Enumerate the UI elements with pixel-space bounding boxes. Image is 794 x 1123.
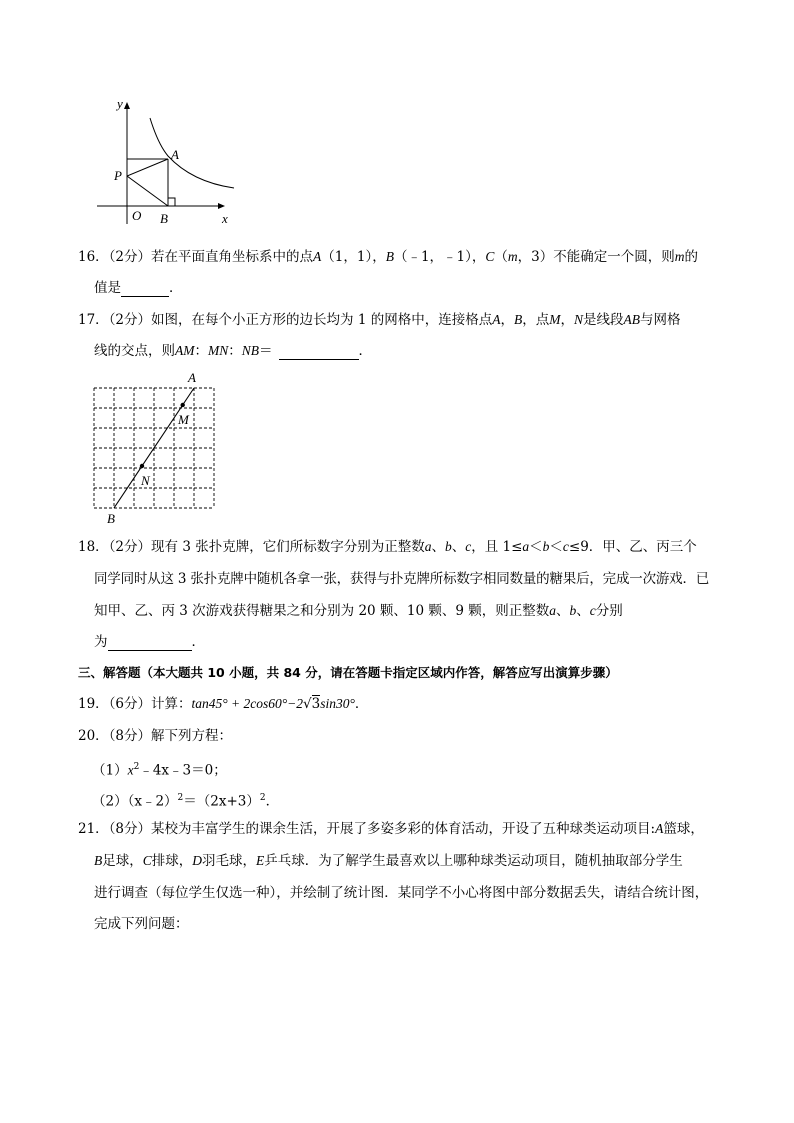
q18-line4 <box>94 633 205 651</box>
segment-pb <box>127 176 168 206</box>
q21-option-b: B <box>94 853 103 868</box>
q20-part2-end: ． <box>265 793 280 810</box>
q17-number: 17． <box>78 312 109 328</box>
q19-text: 计算： <box>151 696 192 712</box>
q18-var-c3: c <box>589 603 596 618</box>
q18-var-a: a <box>424 539 432 554</box>
q18-line2 <box>94 570 709 588</box>
q20-part2-label: （2） <box>92 793 128 810</box>
q17-segment-ab: AB <box>623 312 640 327</box>
q20-number: 20． <box>78 728 109 744</box>
hyperbola-curve <box>150 118 234 188</box>
q16-point-b: B <box>385 249 394 264</box>
q21-option-a: A <box>655 821 664 836</box>
q18-text-c: ≤9．甲、乙、丙三个 <box>568 539 697 555</box>
q19-period: ． <box>354 696 369 712</box>
q19-line <box>78 695 368 713</box>
q17-period: ． <box>358 343 373 359</box>
label-o: O <box>132 208 142 223</box>
q18-var-c2: c <box>562 539 569 554</box>
q19-number: 19． <box>78 696 109 712</box>
q20-score: （8分） <box>108 728 152 744</box>
point-m-dot <box>181 403 185 407</box>
label-a: A <box>171 147 179 162</box>
q18-var-b3: b <box>569 603 577 618</box>
grid-label-b: B <box>107 511 115 526</box>
label-b: B <box>160 211 168 226</box>
q18-line1 <box>78 538 697 556</box>
q16-var-m: m <box>507 249 518 264</box>
q20-part2-exp1: 2 <box>177 793 184 803</box>
q21-option-d: D <box>192 853 203 868</box>
q16-line1 <box>78 248 698 266</box>
q21-line4-text: 完成下列问题： <box>94 916 189 932</box>
q17-sep2: ， <box>560 312 574 328</box>
q17-eq: ＝ <box>259 343 273 359</box>
q16-coords-c-open: （ <box>494 249 508 265</box>
q17-text-c: 是线段 <box>582 312 624 328</box>
q18-line2-text: 同学同时从这 3 张扑克牌中随机各拿一张，获得与扑克牌所标数字相同数量的糖果后，完成一次游戏．已 <box>94 571 710 587</box>
q17-mn: MN <box>208 343 229 358</box>
x-axis-arrow <box>218 203 225 209</box>
q16-line2 <box>94 279 183 297</box>
hyperbola-figure <box>92 92 242 232</box>
q18-lt1: ＜ <box>529 539 543 555</box>
q18-line3 <box>94 602 623 620</box>
q18-text-b: ，且 1≤ <box>471 539 523 555</box>
q17-score: （2分） <box>108 312 152 328</box>
point-n-dot <box>140 464 144 468</box>
q17-sep1: ， <box>500 312 514 328</box>
q21-line4 <box>94 915 189 933</box>
q17-point-n: N <box>573 312 583 327</box>
q18-var-a3: a <box>549 603 557 618</box>
q21-score: （8分） <box>108 821 152 837</box>
q18-number: 18． <box>78 539 109 555</box>
q17-text-a: 如图，在每个小正方形的边长均为 1 的网格中，连接格点 <box>151 312 493 328</box>
q17-point-a: A <box>492 312 501 327</box>
q21-line2-c: 羽毛球， <box>202 853 257 869</box>
q20-part1-rest: ﹣4x﹣3＝0； <box>139 762 227 779</box>
q21-option-c: C <box>142 853 152 868</box>
q21-line1-text: 某校为丰富学生的课余生活，开展了多姿多彩的体育活动，开设了五种球类运动项目: <box>151 821 656 837</box>
q16-text: 若在平面直角坐标系中的点 <box>151 249 314 265</box>
q19-sqrt: √3 <box>303 696 321 712</box>
q21-line2 <box>94 852 683 870</box>
q19-sqrt-num: 3 <box>311 696 321 712</box>
grid-label-n: N <box>141 473 150 488</box>
q18-sep4: 、 <box>576 603 590 619</box>
q18-text-a: 现有 3 张扑克牌，它们所标数字分别为正整数 <box>151 539 425 555</box>
q17-text-d: 与网格 <box>639 312 681 328</box>
q16-point-c: C <box>485 249 495 264</box>
q16-number: 16． <box>78 249 109 265</box>
q18-period: ． <box>191 634 205 650</box>
q18-score: （2分） <box>108 539 152 555</box>
q21-option-e: E <box>256 853 265 868</box>
q18-var-a2: a <box>522 539 530 554</box>
q18-line3-end: 分别 <box>595 603 623 619</box>
q17-answer-blank[interactable] <box>279 345 359 360</box>
q18-var-b: b <box>444 539 452 554</box>
q20-line <box>78 727 232 745</box>
q17-colon1: ： <box>194 343 208 359</box>
q21-line2-b: 排球， <box>151 853 193 869</box>
q20-part1-x: x <box>127 762 134 778</box>
q17-point-b: B <box>513 312 523 327</box>
q21-number: 21． <box>78 821 109 837</box>
grid-label-a: A <box>188 370 196 385</box>
q20-part1 <box>92 758 227 780</box>
label-x: x <box>222 211 228 226</box>
q20-text: 解下列方程： <box>151 728 233 744</box>
q16-line2-text: 值是 <box>94 280 121 296</box>
label-p: P <box>114 168 122 183</box>
q20-part1-label: （1） <box>92 762 128 779</box>
q16-score: （2分） <box>108 249 152 265</box>
q17-line2-text: 线的交点，则 <box>94 343 175 359</box>
q21-line2-d: 乒乓球．为了解学生最喜欢以上哪种球类运动项目，随机抽取部分学生 <box>264 853 683 869</box>
q18-lt2: ＜ <box>549 539 563 555</box>
q16-coords-a: （1，1）， <box>321 249 386 265</box>
q17-line1 <box>78 311 680 329</box>
q16-text-end: 的 <box>684 249 699 265</box>
label-y: y <box>117 96 123 111</box>
q19-expr-b: sin30° <box>320 696 355 711</box>
q18-var-b2: b <box>542 539 550 554</box>
grid-figure <box>88 368 228 528</box>
q17-line2 <box>94 342 372 360</box>
q21-line3 <box>94 884 708 902</box>
q19-score: （6分） <box>108 696 152 712</box>
q17-colon2: ： <box>228 343 242 359</box>
q16-var-m2: m <box>674 249 685 264</box>
q21-line1 <box>78 820 704 838</box>
q16-coords-b: （﹣1，﹣1）， <box>393 249 486 265</box>
q17-am: AM <box>175 343 195 358</box>
q16-answer-blank[interactable] <box>121 282 169 297</box>
q18-sep3: 、 <box>556 603 570 619</box>
q19-expr-a: tan45° + 2cos60°−2 <box>191 696 304 711</box>
section3-title: 三、解答题（本大题共 10 小题，共 84 分，请在答题卡指定区域内作答，解答应写出演算步骤） <box>78 665 618 680</box>
right-angle-mark <box>168 198 175 206</box>
q18-sep2: 、 <box>451 539 466 555</box>
q20-part2-a: （x﹣2） <box>127 793 178 810</box>
grid-label-m: M <box>178 412 189 427</box>
q16-point-a: A <box>313 249 322 264</box>
q20-part2-exp2: 2 <box>259 793 266 803</box>
q21-line1-end: 篮球， <box>663 821 704 837</box>
q18-sep1: 、 <box>431 539 445 555</box>
q20-part1-exp: 2 <box>133 762 140 772</box>
q20-part2 <box>92 789 279 811</box>
q18-line3-text: 知甲、乙、丙 3 次游戏获得糖果之和分别为 20 颗、10 颗、9 颗，则正整数 <box>94 603 550 619</box>
q18-var-c: c <box>465 539 472 554</box>
q16-coords-c-close: ，3）不能确定一个圆，则 <box>517 249 675 265</box>
q17-nb: NB <box>241 343 260 358</box>
q17-text-b: ，点 <box>522 312 550 328</box>
q16-period: ． <box>169 280 183 296</box>
y-axis-arrow <box>124 102 130 109</box>
q21-line2-a: 足球， <box>102 853 143 869</box>
q17-point-m: M <box>549 312 561 327</box>
q20-part2-b: ＝（2x+3） <box>183 793 260 810</box>
q18-line4-text: 为 <box>94 634 108 650</box>
segment-pa <box>127 159 168 176</box>
q18-answer-blank[interactable] <box>108 636 192 651</box>
q21-line3-text: 进行调查（每位学生仅选一种），并绘制了统计图．某同学不小心将图中部分数据丢失，请结合统计图， <box>94 885 709 901</box>
